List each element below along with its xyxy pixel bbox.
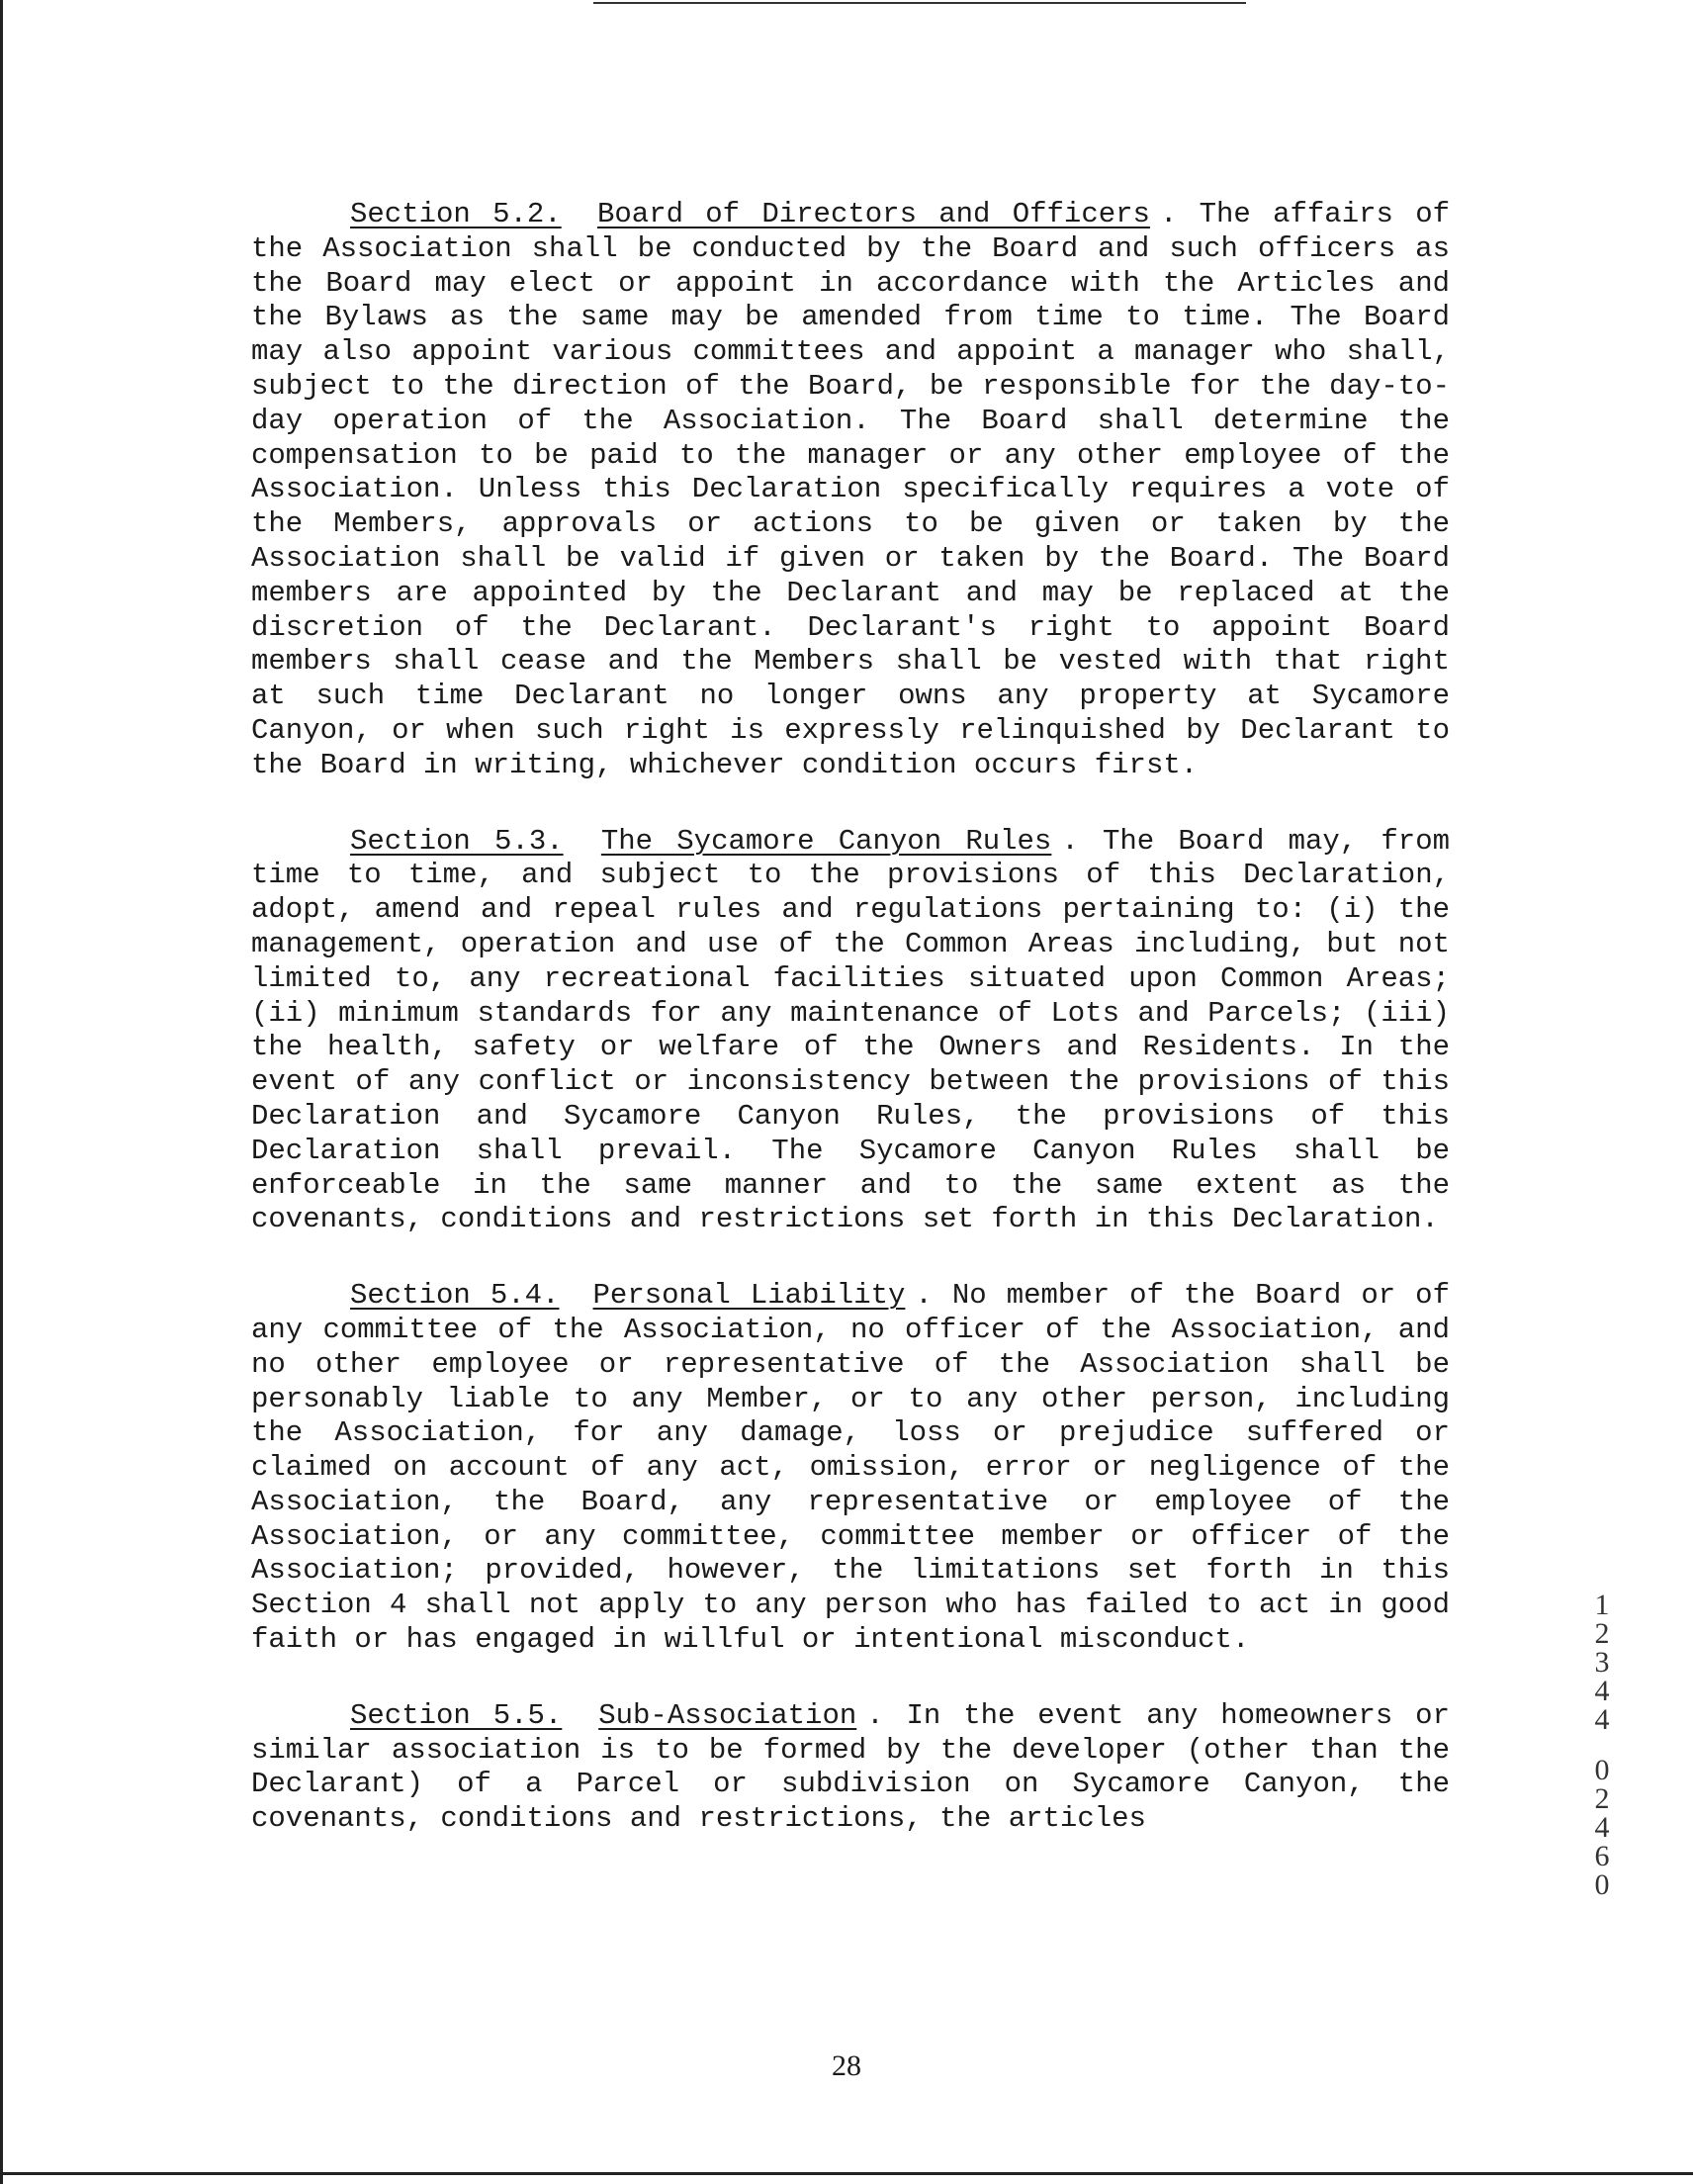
section-number: Section 5.3. <box>350 824 564 858</box>
section-number: Section 5.4. <box>350 1279 560 1313</box>
stamp-digit: 4 <box>1594 1811 1610 1844</box>
stamp-digit: 2 <box>1594 1782 1610 1815</box>
stamp-digit: 3 <box>1594 1646 1610 1679</box>
section-title: The Sycamore Canyon Rules <box>600 824 1052 858</box>
stamp-digit: 2 <box>1594 1617 1610 1650</box>
section-5-2 <box>251 198 1450 783</box>
section-body: The affairs of the Association shall be conducted by the Board and such officers as the Board may elect or appoint in accordance with the Articles and the Bylaws as the same may be amended from time to time. The Board may also appoint various committees and appoint a manager who shall, subject to the direction of the Board, be responsible for the day-to-day operation of the Association. The Board shall determine the compensation to be paid to the manager or any other employee of the Association. Unless this Declaration specifically requires a vote of the Members, approvals or actions to be given or taken by the Association shall be valid if given or taken by the Board. The Board members are appointed by the Declarant and may be replaced at the discretion of the Declarant. Declarant's right to appoint Board members shall cease and the Members shall be vested with that right at such time Declarant no longer owns any property at Sycamore Canyon, or when such right is expressly relinquished by Declarant to the Board in writing, whichever condition occurs first. <box>251 198 1450 781</box>
section-5-5 <box>251 1699 1450 1837</box>
section-paragraph: Section 5.4. Personal Liability . No member of the Board or of any committee of the Association, no officer of the Association, and no other employee or representative of the Association shall be personably liable to any Member, or to any other person, including the Association, for any damage, loss or prejudice suffered or claimed on account of any act, omission, error or negligence of the Association, the Board, any representative or employee of the Association, or any committee, committee member or officer of the Association; provided, however, the limitations set forth in this Section 4 shall not apply to any person who has failed to act in good faith or has engaged in willful or intentional misconduct. <box>251 1279 1450 1657</box>
stamp-gap <box>1582 1734 1622 1756</box>
stamp-digit: 0 <box>1594 1754 1610 1786</box>
section-body: No member of the Board or of any committee of the Association, no officer of the Association, and no other employee or representative of the Association shall be personably liable to any Member, or to any other person, including the Association, for any damage, loss or prejudice suffered or claimed on account of any act, omission, error or negligence of the Association, the Board, any representative or employee of the Association, or any committee, committee member or officer of the Association; provided, however, the limitations set forth in this Section 4 shall not apply to any person who has failed to act in good faith or has engaged in willful or intentional misconduct. <box>251 1279 1450 1657</box>
scan-left-edge <box>0 0 3 2184</box>
stamp-digit: 0 <box>1594 1868 1610 1901</box>
scan-top-line <box>593 2 1246 4</box>
section-number: Section 5.2. <box>350 198 562 230</box>
section-title: Personal Liability <box>592 1279 906 1313</box>
section-paragraph: Section 5.5. Sub-Association . In the event any homeowners or similar association is to be formed by the developer (other than the Declarant) of a Parcel or subdivision on Sycamore Canyon, the covenants, conditions and restrictions, the articles <box>251 1698 1450 1836</box>
section-number: Section 5.5. <box>350 1698 563 1732</box>
section-5-4 <box>251 1279 1450 1658</box>
page-number: 28 <box>832 2049 861 2082</box>
stamp-digit: 1 <box>1594 1589 1610 1621</box>
section-body: In the event any homeowners or similar association is to be formed by the developer (other than the Declarant) of a Parcel or subdivision on Sycamore Canyon, the covenants, conditions and restrictions, the articles <box>251 1698 1450 1836</box>
document-body <box>251 198 1450 1878</box>
section-title: Sub-Association <box>598 1698 857 1732</box>
section-paragraph: Section 5.3. The Sycamore Canyon Rules . The Board may, from time to time, and subject to the provisions of this Declaration, adopt, amend and repeal rules and regulations pertaining to: (i) the management, operation and use of the Common Areas including, but not limited to, any recreational facilities situated upon Common Areas; (ii) minimum standards for any maintenance of Lots and Parcels; (iii) the health, safety or welfare of the Owners and Residents. In the event of any conflict or inconsistency between the provisions of this Declaration and Sycamore Canyon Rules, the provisions of this Declaration shall prevail. The Sycamore Canyon Rules shall be enforceable in the same manner and to the same extent as the covenants, conditions and restrictions set forth in this Declaration. <box>251 824 1451 1236</box>
stamp-digit: 6 <box>1594 1840 1610 1872</box>
scan-bottom-line <box>0 2172 1693 2175</box>
section-5-3 <box>251 825 1450 1238</box>
section-paragraph: Section 5.2. Board of Directors and Officers . The affairs of the Association shall be conducted by the Board and such officers as the Board may elect or appoint in accordance with the Articles and the Bylaws as the same may be amended from time to time. The Board may also appoint various committees and appoint a manager who shall, subject to the direction of the Board, be responsible for the day-to-day operation of the Association. The Board shall determine the compensation to be paid to the manager or any other employee of the Association. Unless this Declaration specifically requires a vote of the Members, approvals or actions to be given or taken by the Association shall be valid if given or taken by the Board. The Board members are appointed by the Declarant and may be replaced at the discretion of the Declarant. Declarant's right to appoint Board members shall cease and the Members shall be vested with that right at such time Declarant no longer owns any property at Sycamore Canyon, or when such right is expressly relinquished by Declarant to the Board in writing, whichever condition occurs first. <box>251 198 1450 781</box>
side-document-number <box>1582 1591 1622 1899</box>
stamp-digit: 4 <box>1594 1675 1610 1707</box>
stamp-digit: 4 <box>1594 1703 1610 1736</box>
section-body: The Board may, from time to time, and subject to the provisions of this Declaration, adopt, amend and repeal rules and regulations pertaining to: (i) the management, operation and use of the Common Areas including, but not limited to, any recreational facilities situated upon Common Areas; (ii) minimum standards for any maintenance of Lots and Parcels; (iii) the health, safety or welfare of the Owners and Residents. In the event of any conflict or inconsistency between the provisions of this Declaration and Sycamore Canyon Rules, the provisions of this Declaration shall prevail. The Sycamore Canyon Rules shall be enforceable in the same manner and to the same extent as the covenants, conditions and restrictions set forth in this Declaration. <box>251 824 1451 1236</box>
section-title: Board of Directors and Officers <box>596 198 1150 230</box>
